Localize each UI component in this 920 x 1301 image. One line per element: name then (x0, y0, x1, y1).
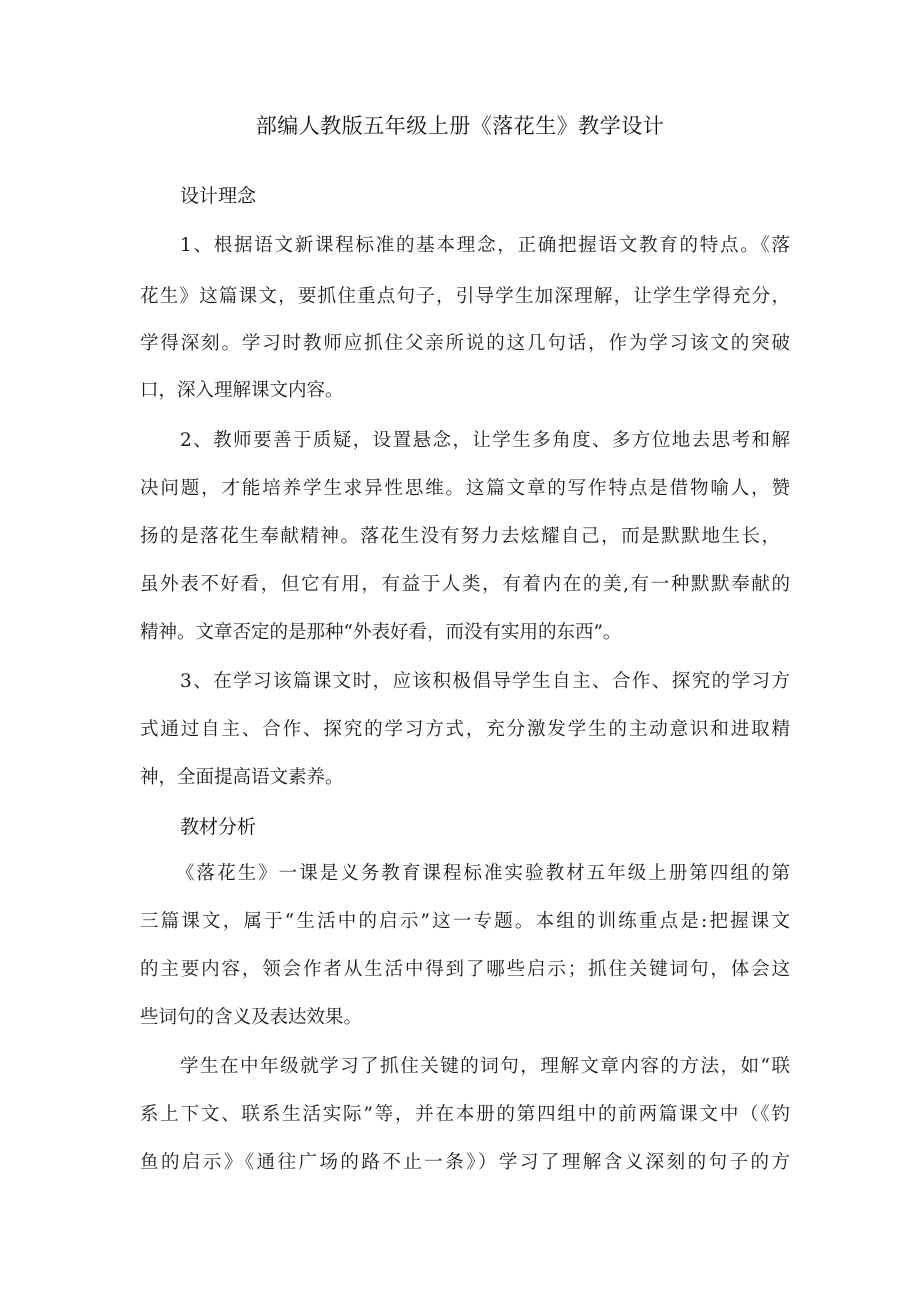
paragraph-line: 1、根据语文新课程标准的基本理念，正确把握语文教育的特点。《落 (180, 235, 790, 256)
paragraph-line: 虽外表不好看，但它有用，有益于人类，有着内在的美,有一种默默奉献的 (140, 574, 790, 595)
paragraph-line: 式通过自主、合作、探究的学习方式，充分激发学生的主动意识和进取精 (140, 719, 790, 740)
paragraph-line: 精神。文章否定的是那种“外表好看，而没有实用的东西”。 (140, 622, 622, 643)
paragraph-line: 的主要内容，领会作者从生活中得到了哪些启示；抓住关键词句，体会这 (140, 959, 790, 980)
paragraph-line: 些词句的含义及表达效果。 (140, 1007, 363, 1028)
section-heading-design-concept: 设计理念 (180, 185, 257, 207)
paragraph-line: 口，深入理解课文内容。 (140, 380, 344, 401)
paragraph-line: 神，全面提高语文素养。 (140, 767, 344, 788)
paragraph-line: 《落花生》一课是义务教育课程标准实验教材五年级上册第四组的第 (176, 863, 790, 884)
paragraph-line: 花生》这篇课文，要抓住重点句子，引导学生加深理解，让学生学得充分， (140, 286, 790, 307)
paragraph-line: 鱼的启示》《通往广场的路不止一条》）学习了理解含义深刻的句子的方 (140, 1152, 790, 1173)
paragraph-line: 学得深刻。学习时教师应抓住父亲所说的这几句话，作为学习该文的突破 (140, 333, 790, 354)
document-title: 部编人教版五年级上册《落花生》教学设计 (255, 114, 665, 138)
paragraph-line: 扬的是落花生奉献精神。落花生没有努力去炫耀自己，而是默默地生长， (140, 526, 780, 547)
paragraph-line: 三篇课文，属于“生活中的启示”这一专题。本组的训练重点是:把握课文 (140, 911, 790, 932)
paragraph-line: 3、在学习该篇课文时，应该积极倡导学生自主、合作、探究的学习方 (180, 671, 790, 692)
paragraph-line: 系上下文、联系生活实际”等，并在本册的第四组中的前两篇课文中（《钓 (140, 1104, 790, 1125)
section-heading-textbook-analysis: 教材分析 (180, 816, 257, 838)
paragraph-line: 2、教师要善于质疑，设置悬念，让学生多角度、多方位地去思考和解 (180, 430, 790, 451)
paragraph-line: 决问题，才能培养学生求异性思维。这篇文章的写作特点是借物喻人，赞 (140, 478, 790, 499)
paragraph-line: 学生在中年级就学习了抓住关键的词句，理解文章内容的方法，如“联 (180, 1056, 790, 1077)
